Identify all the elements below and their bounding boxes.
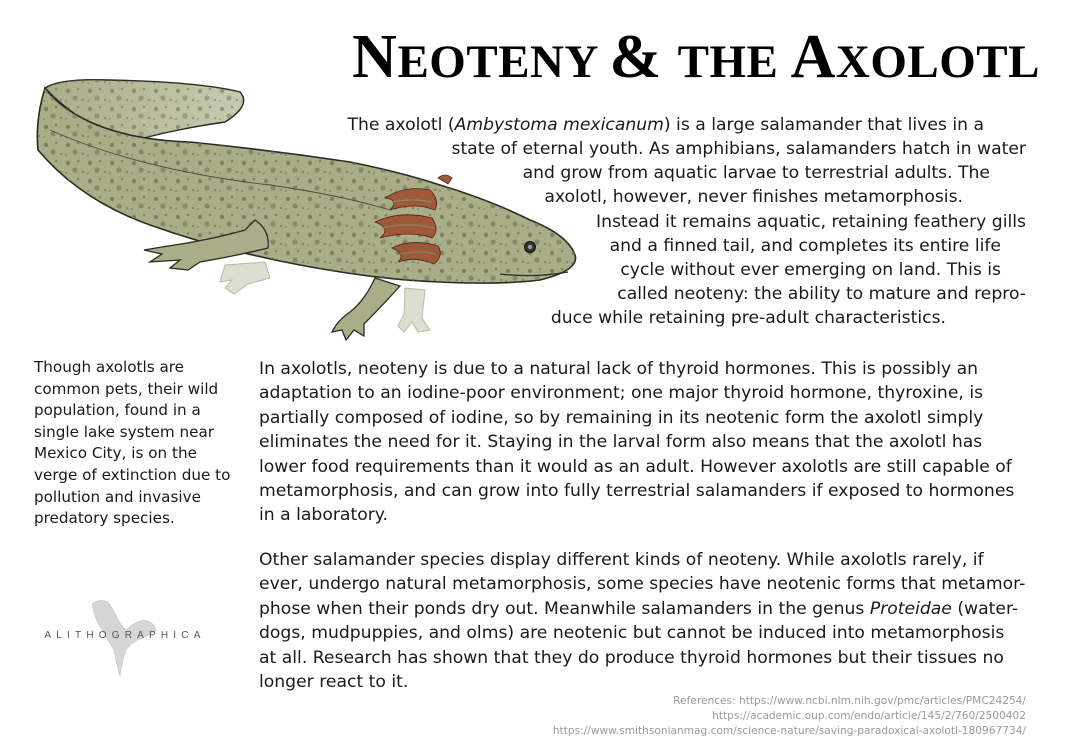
note-line: verge of extinction due to xyxy=(34,465,231,484)
paragraph-line: longer react to it. xyxy=(259,672,409,693)
paragraph-line: at all. Research has shown that they do produce thyroid hormones but their tissues no xyxy=(259,647,1004,668)
note-line: Mexico City, is on the xyxy=(34,444,197,463)
note-line: single lake system near xyxy=(34,422,214,441)
paragraph-line: eliminates the need for it. Staying in the larval form also means that the axolotl has xyxy=(259,432,983,453)
note-line: pollution and invasive xyxy=(34,487,201,506)
reference-line: https://www.smithsonianmag.com/science-nature/saving-paradoxical-axolotl-180967734/ xyxy=(552,725,1026,737)
note-line: Though axolotls are xyxy=(34,358,185,376)
logo-text: ALITHOGRAPHICA xyxy=(44,630,206,641)
paragraph-line: In axolotls, neoteny is due to a natural lack of thyroid hormones. This is possibly an xyxy=(259,359,979,379)
title-part: XOLOTL xyxy=(835,36,1040,88)
note-line: common pets, their wild xyxy=(34,379,219,398)
title-part: N xyxy=(352,23,398,91)
note-line: predatory species. xyxy=(34,509,175,528)
paragraph-line: partially composed of iodine, so by remaining in its neotenic form the axolotl simply xyxy=(259,407,984,428)
intro-line: duce while retaining pre-adult characteristics. xyxy=(550,308,946,328)
intro-line: and a finned tail, and completes its entire life xyxy=(609,236,1001,256)
body-paragraph-thyroid xyxy=(259,357,1029,528)
paragraph-line: Other salamander species display different kinds of neoteny. While axolotls rarely, if xyxy=(259,550,984,570)
intro-line: axolotl, however, never finishes metamorphosis. xyxy=(544,187,963,207)
reference-line: References: https://www.ncbi.nlm.nih.gov/pmc/articles/PMC24254/ xyxy=(673,695,1026,707)
intro-line: and grow from aquatic larvae to terrestrial adults. The xyxy=(522,163,990,183)
paragraph-line: metamorphosis, and can grow into fully terrestrial salamanders if exposed to hormones xyxy=(259,481,1015,502)
intro-line: called neoteny: the ability to mature and repro- xyxy=(617,284,1026,304)
paragraph-line: adaptation to an iodine-poor environment; one major thyroid hormone, thyroxine, is xyxy=(259,383,984,404)
reference-line: https://academic.oup.com/endo/article/145/2/760/2500402 xyxy=(712,710,1026,722)
title-part: A xyxy=(790,23,836,91)
title-part: & xyxy=(609,23,678,91)
paragraph-line: lower food requirements than it would as an adult. However axolotls are still capable of xyxy=(259,456,1012,477)
axolotl-illustration xyxy=(20,50,590,350)
paragraph-line: ever, undergo natural metamorphosis, some species have neotenic forms that metamor- xyxy=(259,574,1026,595)
alithographica-logo xyxy=(30,592,230,682)
paragraph-line: dogs, mudpuppies, and olms) are neotenic but cannot be induced into metamorphosis xyxy=(259,623,1005,644)
title-part: THE xyxy=(677,36,791,88)
intro-line: Instead it remains aquatic, retaining feathery gills xyxy=(596,212,1026,232)
intro-line: cycle without ever emerging on land. This is xyxy=(620,260,1001,280)
intro-line: The axolotl (Ambystoma mexicanum) is a large salamander that lives in a xyxy=(347,115,984,135)
note-line: population, found in a xyxy=(34,401,201,420)
references xyxy=(553,694,1026,739)
intro-line: state of eternal youth. As amphibians, salamanders hatch in water xyxy=(451,139,1026,159)
sidebar-note xyxy=(34,357,239,530)
body-paragraph-other-species xyxy=(259,548,1029,694)
title-part: EOTENY xyxy=(397,36,610,88)
paragraph-line: in a laboratory. xyxy=(259,505,388,526)
paragraph-line: phose when their ponds dry out. Meanwhile salamanders in the genus Proteidae (water- xyxy=(259,598,1019,619)
